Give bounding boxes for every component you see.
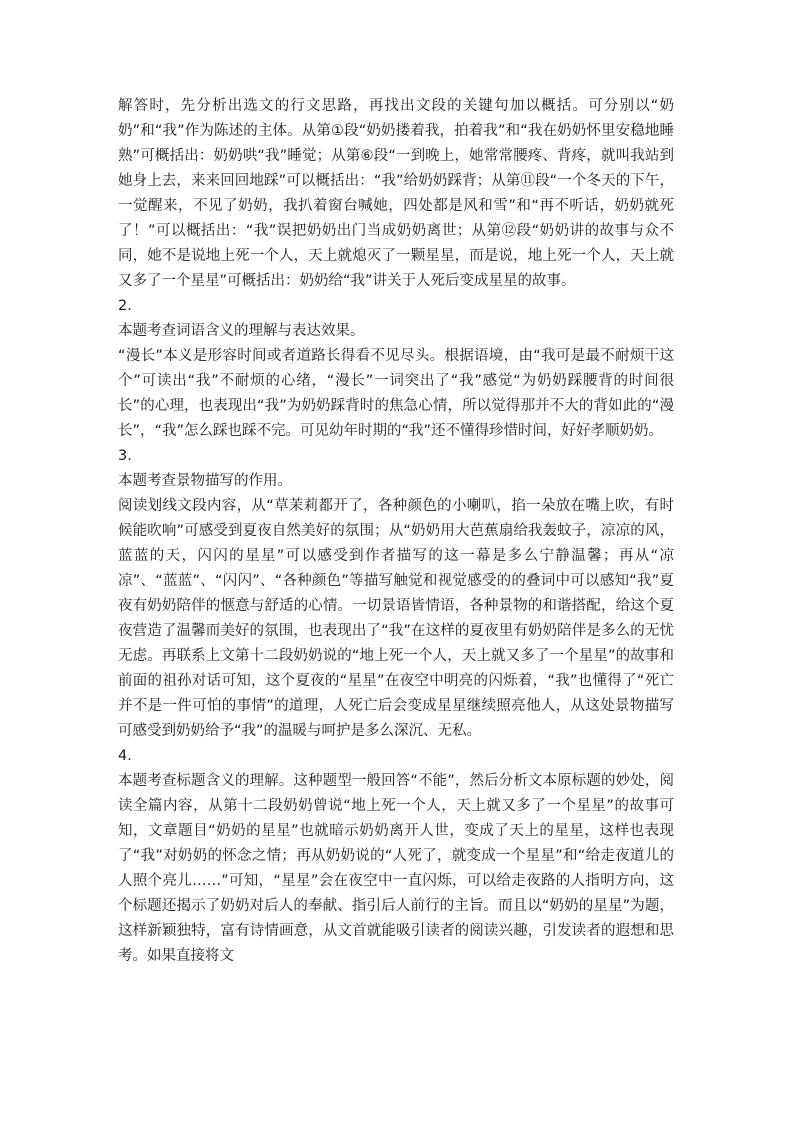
topic-line-2: 本题考查词语含义的理解与表达效果。: [118, 323, 365, 339]
analysis-paragraph-4: 本题考查标题含义的理解。这种题型一般回答“不能”，然后分析文本原标题的妙处，阅读全篇内容，从第十二段奶奶曾说“地上死一个人，天上就又多了一个星星”的故事可知，文章题目“奶奶的星星”也就暗示奶奶离开人世，变成了天上的星星，这样也表现了“我”对奶奶的怀念之情；再从奶奶说的“人死了，就变成一个星星”和“给走夜道儿的人照个亮儿……”可知，“星星”会在夜空中一直闪烁，可以给走夜路的人指明方向，这个标题还揭示了奶奶对后人的奉献、指引后人前行的主旨。而且以“奶奶的星星”为题，这样新颖独特，富有诗情画意，从文首就能吸引读者的阅读兴趣，引发读者的遐想和思考。如果直接将文: [118, 773, 674, 964]
topic-line-3: 本题考查景物描写的作用。: [118, 473, 292, 489]
question-number-4: 4．: [118, 748, 142, 764]
answer-document: [118, 94, 674, 969]
question-number-3: 3．: [118, 448, 142, 464]
analysis-paragraph-1: 解答时，先分析出选文的行文思路，再找出文段的关键句加以概括。可分别以“奶奶”和“我”作为陈述的主体。从第①段“奶奶搂着我，拍着我”和“我在奶奶怀里安稳地睡熟”可概括出：奶奶哄“我”睡觉；从第⑥段“一到晚上，她常常腰疼、背疼，就叫我站到她身上去，来来回回地踩”可以概括出：“我”给奶奶踩背；从第⑪段“一个冬天的下午，一觉醒来，不见了奶奶，我扒着窗台喊她，四处都是风和雪”和“再不听话，奶奶就死了！”可以概括出：“我”误把奶奶出门当成奶奶离世；从第⑫段“奶奶讲的故事与众不同，她不是说地上死一个人，天上就熄灭了一颗星星，而是说，地上死一个人，天上就又多了一个星星”可概括出：奶奶给“我”讲关于人死后变成星星的故事。: [118, 98, 674, 289]
analysis-paragraph-3: 阅读划线文段内容，从“草茉莉都开了，各种颜色的小喇叭，掐一朵放在嘴上吹，有时候能吹响”可感受到夏夜自然美好的氛围；从“奶奶用大芭蕉扇给我轰蚊子，凉凉的风，蓝蓝的天，闪闪的星星”可以感受到作者描写的这一幕是多么宁静温馨；再从“凉凉”、“蓝蓝”、“闪闪”、“各种颜色”等描写触觉和视觉感受的的叠词中可以感知“我”夏夜有奶奶陪伴的惬意与舒适的心情。一切景语皆情语，各种景物的和谐搭配，给这个夏夜营造了温馨而美好的氛围，也表现出了“我”在这样的夏夜里有奶奶陪伴是多么的无忧无虑。再联系上文第十二段奶奶说的“地上死一个人，天上就又多了一个星星”的故事和前面的祖孙对话可知，这个夏夜的“星星”在夜空中明亮的闪烁着，“我”也懂得了“死亡并不是一件可怕的事情”的道理，人死亡后会变成星星继续照亮他人，从这处景物描写可感受到奶奶给予“我”的温暖与呵护是多么深沉、无私。: [118, 498, 674, 739]
question-number-2: 2．: [118, 298, 142, 314]
analysis-paragraph-2: “漫长”本义是形容时间或者道路长得看不见尽头。根据语境，由“我可是最不耐烦干这个”可读出“我”不耐烦的心绪，“漫长”一词突出了“我”感觉“为奶奶踩腰背的时间很长”的心理，也表现出“我”为奶奶踩背时的焦急心情，所以觉得那并不大的背如此的“漫长”，“我”怎么踩也踩不完。可见幼年时期的“我”还不懂得珍惜时间，好好孝顺奶奶。: [118, 348, 674, 439]
